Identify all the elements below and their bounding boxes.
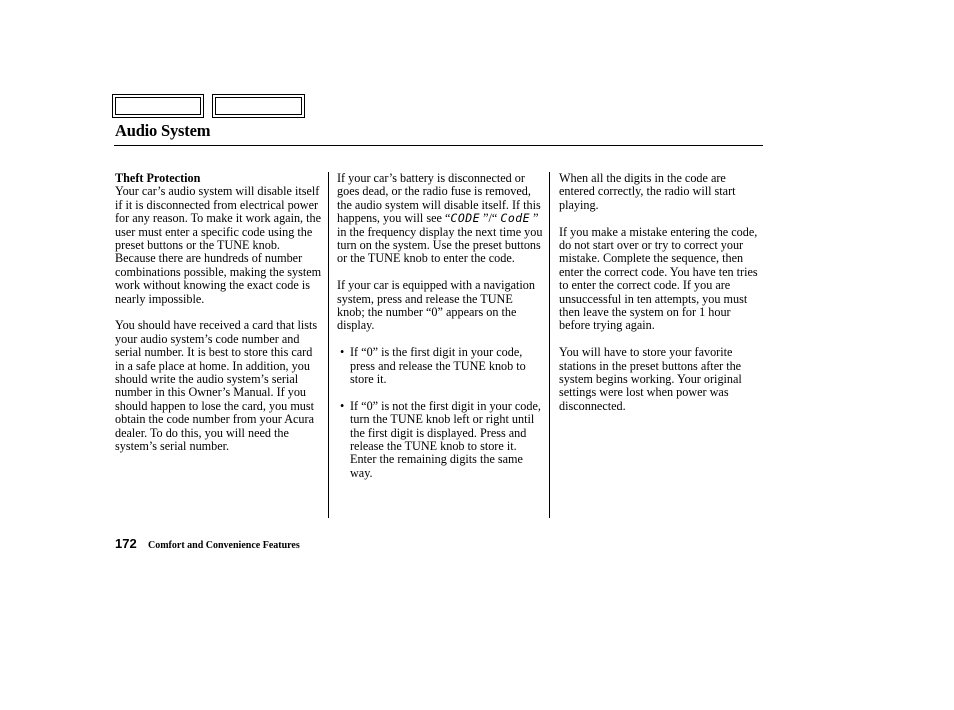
bullet-first-digit-zero: [337, 346, 543, 386]
text-column-1: [115, 172, 322, 467]
paragraph-code-card: You should have received a card that lists your audio system’s code number and serial number. It is best to store this card in a safe place at home. In addition, you should write the audio system’s serial number in this Owner’s Manual. If you should happen to lose the card, you must obtain the code number from your Acura dealer. To do this, you will need the system’s serial number.: [115, 318, 318, 454]
column-divider-1: [328, 172, 329, 518]
paragraph-battery-disconnect: [337, 172, 543, 266]
paragraph-text-separator: ”/“: [480, 211, 501, 226]
page-number: 172: [115, 536, 137, 551]
display-code-label-mixed: CodE: [500, 211, 531, 226]
paragraph-mistake-entry: If you make a mistake entering the code, do not start over or try to correct your mistake. Complete the sequence, then enter the correct code. You have ten tries to enter the correct code. If you are unsuccessful in ten attempts, you must then leave the system on for 1 hour before trying again.: [559, 224, 758, 333]
bullet-text: If “0” is not the first digit in your code, turn the TUNE knob left or right until the first digit is displayed. Press and release the TUNE knob to store it. Enter the remaining digits the same way.: [350, 398, 541, 480]
paragraph-audio-disable: Your car’s audio system will disable itself if it is disconnected from electrical power for any reason. To make it work again, the user must enter a specific code using the preset buttons or the TUNE knob. Because there are hundreds of number combinations possible, making the system work without knowing the exact code is nearly impossible.: [115, 184, 322, 306]
paragraph-digits-entered: When all the digits in the code are entered correctly, the radio will start playing.: [559, 171, 736, 212]
nav-tab-box-1: [112, 94, 204, 118]
bullet-text: If “0” is the first digit in your code, press and release the TUNE knob to store it.: [350, 345, 526, 387]
text-column-2: [337, 172, 543, 494]
bullet-dot-icon: •: [340, 398, 345, 413]
text-column-3: [559, 172, 764, 427]
paragraph-navigation-system: If your car is equipped with a navigation system, press and release the TUNE knob; the number “0” appears on the display.: [337, 278, 535, 333]
bullet-dot-icon: •: [340, 345, 345, 360]
page-title: Audio System: [115, 121, 211, 140]
title-divider: [114, 145, 763, 146]
nav-tab-box-2: [212, 94, 305, 118]
bullet-first-digit-not-zero: [337, 400, 543, 480]
section-heading-theft-protection: Theft Protection: [115, 171, 201, 185]
column-divider-2: [549, 172, 550, 518]
display-code-label-upper: CODE: [450, 211, 481, 226]
paragraph-text-end: ” in the frequency display the next time you turn on the system. Use the preset buttons or the TUNE knob to enter the code.: [337, 211, 543, 266]
paragraph-store-stations: You will have to store your favorite stations in the preset buttons after the system begins working. Your original settings were lost when power was disconnected.: [559, 345, 742, 413]
section-footer-title: Comfort and Convenience Features: [148, 540, 300, 551]
paragraph-text-start: If your car’s battery is disconnected or goes dead, or the radio fuse is removed, the audio system will disable itself. If this happens, you will see “: [337, 171, 541, 226]
